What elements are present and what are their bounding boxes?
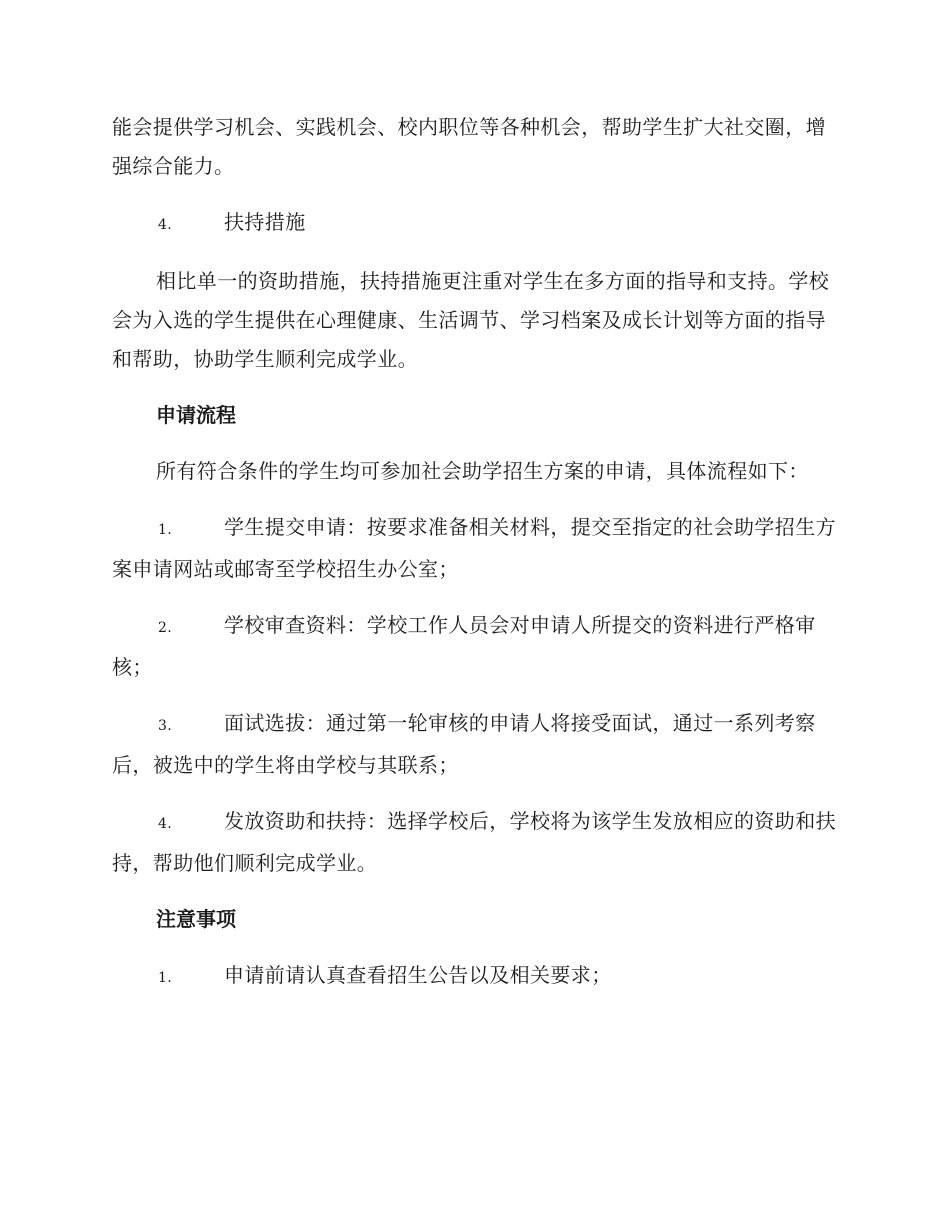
list-number: 4.	[158, 816, 173, 832]
intro-continuation-paragraph: 能会提供学习机会、实践机会、校内职位等各种机会，帮助学生扩大社交圈，增强综合能力。	[112, 115, 826, 178]
spacer	[112, 785, 836, 802]
spacer	[112, 245, 836, 262]
process-step	[112, 802, 836, 883]
list-number: 2.	[158, 620, 173, 636]
note-item-text: 申请前请认真查看招生公告以及相关要求；	[224, 963, 612, 987]
list-number: 1.	[158, 522, 173, 538]
spacer	[112, 186, 836, 203]
support-item-title: 扶持措施	[224, 210, 306, 234]
support-paragraph: 相比单一的资助措施，扶持措施更注重对学生在多方面的指导和支持。学校会为入选的学生提供在心理健康、生活调节、学习档案及成长计划等方面的指导和帮助，协助学生顺利完成学业。	[112, 269, 830, 371]
list-number: 3.	[158, 718, 173, 734]
process-step-text: 学校审查资料：学校工作人员会对申请人所提交的资料进行严格审核；	[112, 613, 816, 679]
spacer	[112, 939, 836, 956]
process-step	[112, 508, 836, 589]
process-step-text: 面试选拔：通过第一轮审核的申请人将接受面试，通过一系列考察后，被选中的学生将由学校与其联系；	[112, 711, 816, 777]
spacer	[112, 687, 836, 704]
list-number: 4.	[158, 217, 173, 233]
process-step	[112, 704, 836, 785]
spacer	[112, 379, 836, 396]
list-number: 1.	[158, 970, 173, 986]
document-body	[112, 108, 836, 998]
note-item	[112, 956, 836, 998]
process-step	[112, 606, 836, 687]
process-step-text: 学生提交申请：按要求准备相关材料，提交至指定的社会助学招生方案申请网站或邮寄至学校招生办公室；	[112, 515, 836, 581]
process-intro-paragraph: 所有符合条件的学生均可参加社会助学招生方案的申请，具体流程如下：	[156, 459, 809, 483]
spacer	[112, 589, 836, 606]
notes-heading: 注意事项	[156, 907, 236, 931]
spacer	[112, 491, 836, 508]
spacer	[112, 883, 836, 900]
spacer	[112, 435, 836, 452]
support-item	[112, 203, 836, 245]
process-heading: 申请流程	[156, 403, 236, 427]
process-step-text: 发放资助和扶持：选择学校后，学校将为该学生发放相应的资助和扶持，帮助他们顺利完成学业。	[112, 809, 836, 875]
